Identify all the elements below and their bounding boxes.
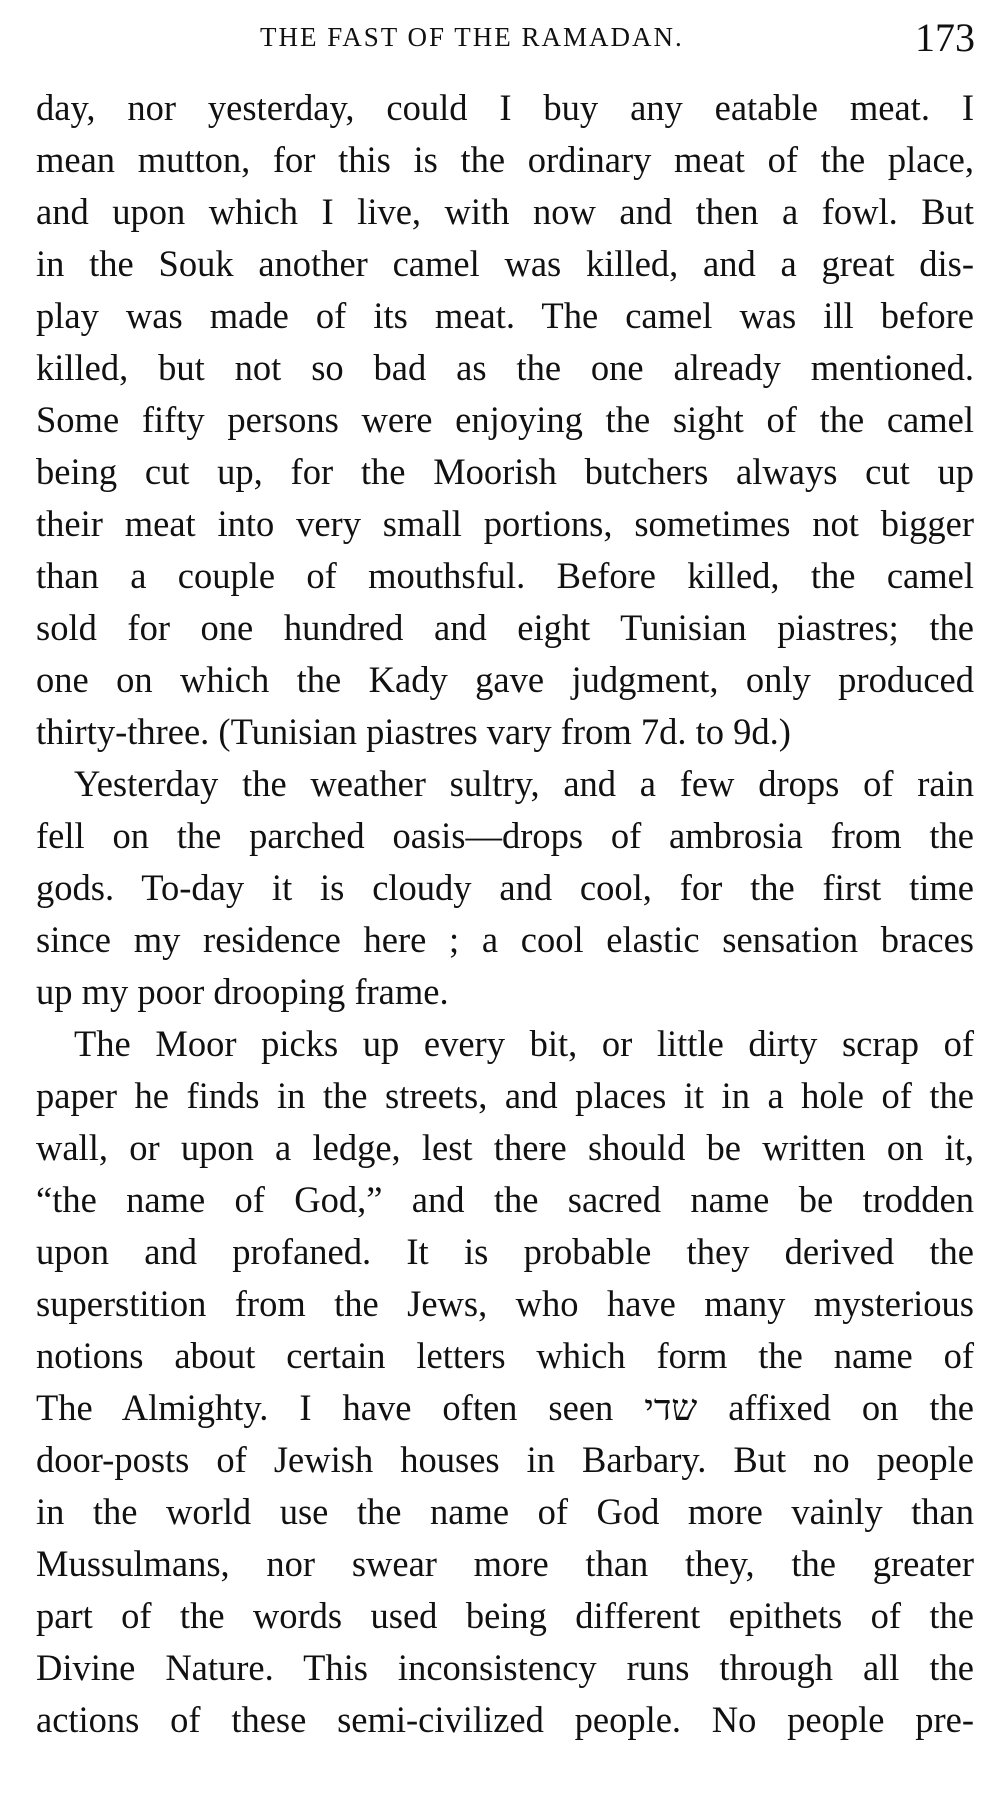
text-line: mean mutton, for this is the ordinary meat of the place, [36,139,974,180]
text-line: Mussulmans, nor swear more than they, the greater [36,1543,974,1584]
text-line: day, nor yesterday, could I buy any eatable meat. I [36,87,974,128]
text-line: thirty-three. (Tunisian piastres vary from 7d. to 9d.) [36,711,791,752]
text-line: part of the words used being different epithets of the [36,1595,974,1636]
text-line: “the name of God,” and the sacred name be trodden [36,1179,974,1220]
text-line: since my residence here ; a cool elastic sensation braces [36,919,974,960]
text-line: actions of these semi-civilized people. No people pre- [36,1699,974,1740]
text-line: door-posts of Jewish houses in Barbary. But no people [36,1439,974,1480]
paragraph-3 [36,1018,974,1746]
text-line: superstition from the Jews, who have many mysterious [36,1283,974,1324]
page-number: 173 [915,15,975,60]
text-line: up my poor drooping frame. [36,971,449,1012]
text-line: sold for one hundred and eight Tunisian piastres; the [36,607,974,648]
text-line: their meat into very small portions, sometimes not bigger [36,503,974,544]
text-line: and upon which I live, with now and then a fowl. But [36,191,974,232]
running-header [35,14,975,62]
text-line: wall, or upon a ledge, lest there should be written on it, [36,1127,974,1168]
paragraph-1 [36,82,974,758]
text-line: than a couple of mouthsful. Before killed, the camel [36,555,974,596]
paragraph-2 [36,758,974,1018]
text-line: gods. To-day it is cloudy and cool, for the first time [36,867,974,908]
text-line: play was made of its meat. The camel was ill before [36,295,974,336]
text-line: being cut up, for the Moorish butchers always cut up [36,451,974,492]
text-line: in the world use the name of God more vainly than [36,1491,974,1532]
text-line: Divine Nature. This inconsistency runs through all the [36,1647,974,1688]
running-title: THE FAST OF THE RAMADAN. [260,22,684,52]
text-line: notions about certain letters which form the name of [36,1335,974,1376]
text-line: Some fifty persons were enjoying the sight of the camel [36,399,974,440]
text-line: The Almighty. I have often seen שדי affixed on the [36,1387,974,1428]
text-line: Yesterday the weather sultry, and a few drops of rain [74,763,974,804]
body-text [36,82,974,1746]
text-line: upon and profaned. It is probable they derived the [36,1231,974,1272]
text-line: The Moor picks up every bit, or little dirty scrap of [74,1023,974,1064]
text-line: one on which the Kady gave judgment, only produced [36,659,974,700]
text-line: paper he finds in the streets, and places it in a hole of the [36,1075,974,1116]
text-line: in the Souk another camel was killed, and a great dis- [36,243,974,284]
text-line: killed, but not so bad as the one already mentioned. [36,347,974,388]
text-line: fell on the parched oasis—drops of ambrosia from the [36,815,974,856]
